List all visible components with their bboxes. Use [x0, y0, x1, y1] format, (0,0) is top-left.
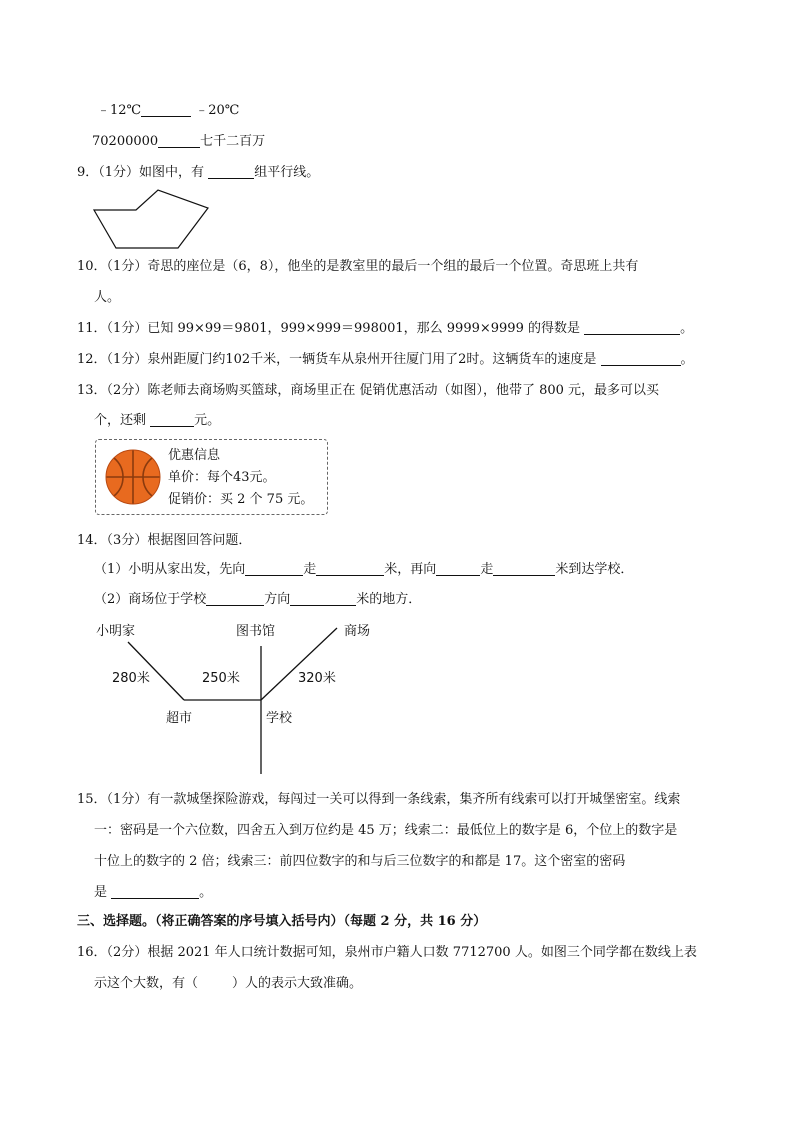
q14-sub2-b: 方向 — [264, 592, 291, 607]
answer-blank[interactable] — [601, 351, 681, 366]
question-10-line-1: 10．（1分）奇思的座位是（6，8），他坐的是教室里的最后一个组的最后一个位置。奇思班上共有 — [77, 259, 639, 274]
answer-blank[interactable] — [316, 561, 384, 576]
q14-sub1-a: （1）小明从家出发，先向 — [94, 562, 246, 577]
question-11 — [77, 320, 693, 338]
question-16-line-2 — [94, 975, 362, 993]
compare-line-1 — [97, 102, 239, 120]
question-14-sub-1 — [94, 561, 633, 579]
answer-blank[interactable] — [111, 884, 199, 899]
promo-title: 优惠信息 — [168, 448, 221, 463]
compare-left-1: ﹣12℃ — [97, 103, 142, 118]
q12-prefix: 12．（1分）泉州距厦门约102千米，一辆货车从泉州开往厦门用了2时。这辆货车的速度是 — [77, 352, 601, 367]
q14-sub2-c: 米的地方． — [356, 592, 422, 607]
question-13-line-1: 13．（2分）陈老师去商场购买篮球，商场里正在 促销优惠活动（如图），他带了 800 元，最多可以买 — [77, 383, 660, 398]
promo-unit-price: 单价：每个43元。 — [168, 470, 276, 485]
label-library: 图书馆 — [236, 624, 276, 639]
q14-sub1-e: 米到达学校． — [555, 562, 634, 577]
q13-line2-prefix: 个，还剩 — [94, 413, 151, 428]
answer-blank[interactable] — [493, 561, 555, 576]
compare-left-2: 70200000 — [92, 134, 159, 149]
compare-right-1: ﹣20℃ — [195, 103, 240, 118]
answer-blank[interactable] — [245, 561, 303, 576]
q9-prefix: 9．（1分）如图中，有 — [77, 165, 209, 180]
q9-suffix: 组平行线。 — [254, 165, 320, 180]
label-mall: 商场 — [344, 624, 371, 639]
answer-blank[interactable] — [208, 164, 254, 179]
q16-line2-suffix: ）人的表示大致准确。 — [232, 976, 363, 991]
promo-sale-price: 促销价：买 2 个 75 元。 — [168, 492, 314, 507]
label-school: 学校 — [266, 711, 293, 726]
label-xiaoming-home: 小明家 — [96, 624, 136, 639]
question-9 — [77, 164, 319, 182]
q14-sub1-d: 走 — [480, 562, 494, 577]
question-14-sub-2 — [94, 591, 421, 609]
q14-sub1-b: 走 — [303, 562, 317, 577]
route-map — [90, 618, 390, 776]
question-10-line-2: 人。 — [94, 290, 121, 305]
pentagon-figure — [90, 188, 214, 252]
q14-sub1-c: 米，再向 — [384, 562, 437, 577]
question-12 — [77, 351, 694, 369]
basketball-icon — [104, 448, 162, 506]
question-16-line-1: 16．（2分）根据 2021 年人口统计数据可知，泉州市户籍人口数 7712700 人。如图三个同学都在数线上表 — [77, 945, 697, 960]
q13-line2-suffix: 元。 — [194, 413, 221, 428]
answer-blank[interactable] — [141, 102, 191, 117]
compare-line-2 — [92, 133, 265, 151]
question-15-line-1: 15．（1分）有一款城堡探险游戏，每闯过一关可以得到一条线索，集齐所有线索可以打开城堡密室。线索 — [77, 792, 681, 807]
q16-line2-prefix: 示这个大数，有（ — [94, 976, 199, 991]
question-14-stem: 14．（3分）根据图回答问题． — [77, 533, 252, 548]
answer-blank[interactable] — [158, 133, 200, 148]
question-15-line-4 — [94, 884, 212, 902]
q11-prefix: 11．（1分）已知 99×99＝9801，999×999＝998001，那么 9999×9999 的得数是 — [77, 321, 585, 336]
question-15-line-3: 十位上的数字的 2 倍；线索三：前四位数字的和与后三位数字的和都是 17。这个密室的密码 — [94, 854, 626, 869]
answer-blank[interactable] — [290, 591, 356, 606]
q11-suffix: 。 — [680, 321, 694, 336]
label-dist-home-supermarket: 280米 — [112, 671, 150, 686]
section-3-title: 三、选择题。（将正确答案的序号填入括号内）（每题 2 分，共 16 分） — [77, 914, 487, 929]
answer-blank[interactable] — [584, 320, 680, 335]
q14-sub2-a: （2）商场位于学校 — [94, 592, 207, 607]
answer-blank[interactable] — [436, 561, 480, 576]
label-supermarket: 超市 — [166, 711, 193, 726]
question-15-line-2: 一：密码是一个六位数，四舍五入到万位约是 45 万；线索二：最低位上的数字是 6，个位上的数字是 — [94, 823, 678, 838]
q15-line4-suffix: 。 — [199, 885, 213, 900]
compare-right-2: 七千二百万 — [200, 134, 266, 149]
q15-line4-prefix: 是 — [94, 885, 112, 900]
promo-box — [95, 439, 328, 515]
label-dist-supermarket-school: 250米 — [202, 671, 240, 686]
answer-blank[interactable] — [150, 412, 194, 427]
q12-suffix: 。 — [680, 352, 694, 367]
label-dist-school-mall: 320米 — [298, 671, 336, 686]
answer-blank[interactable] — [206, 591, 264, 606]
question-13-line-2 — [94, 412, 220, 430]
